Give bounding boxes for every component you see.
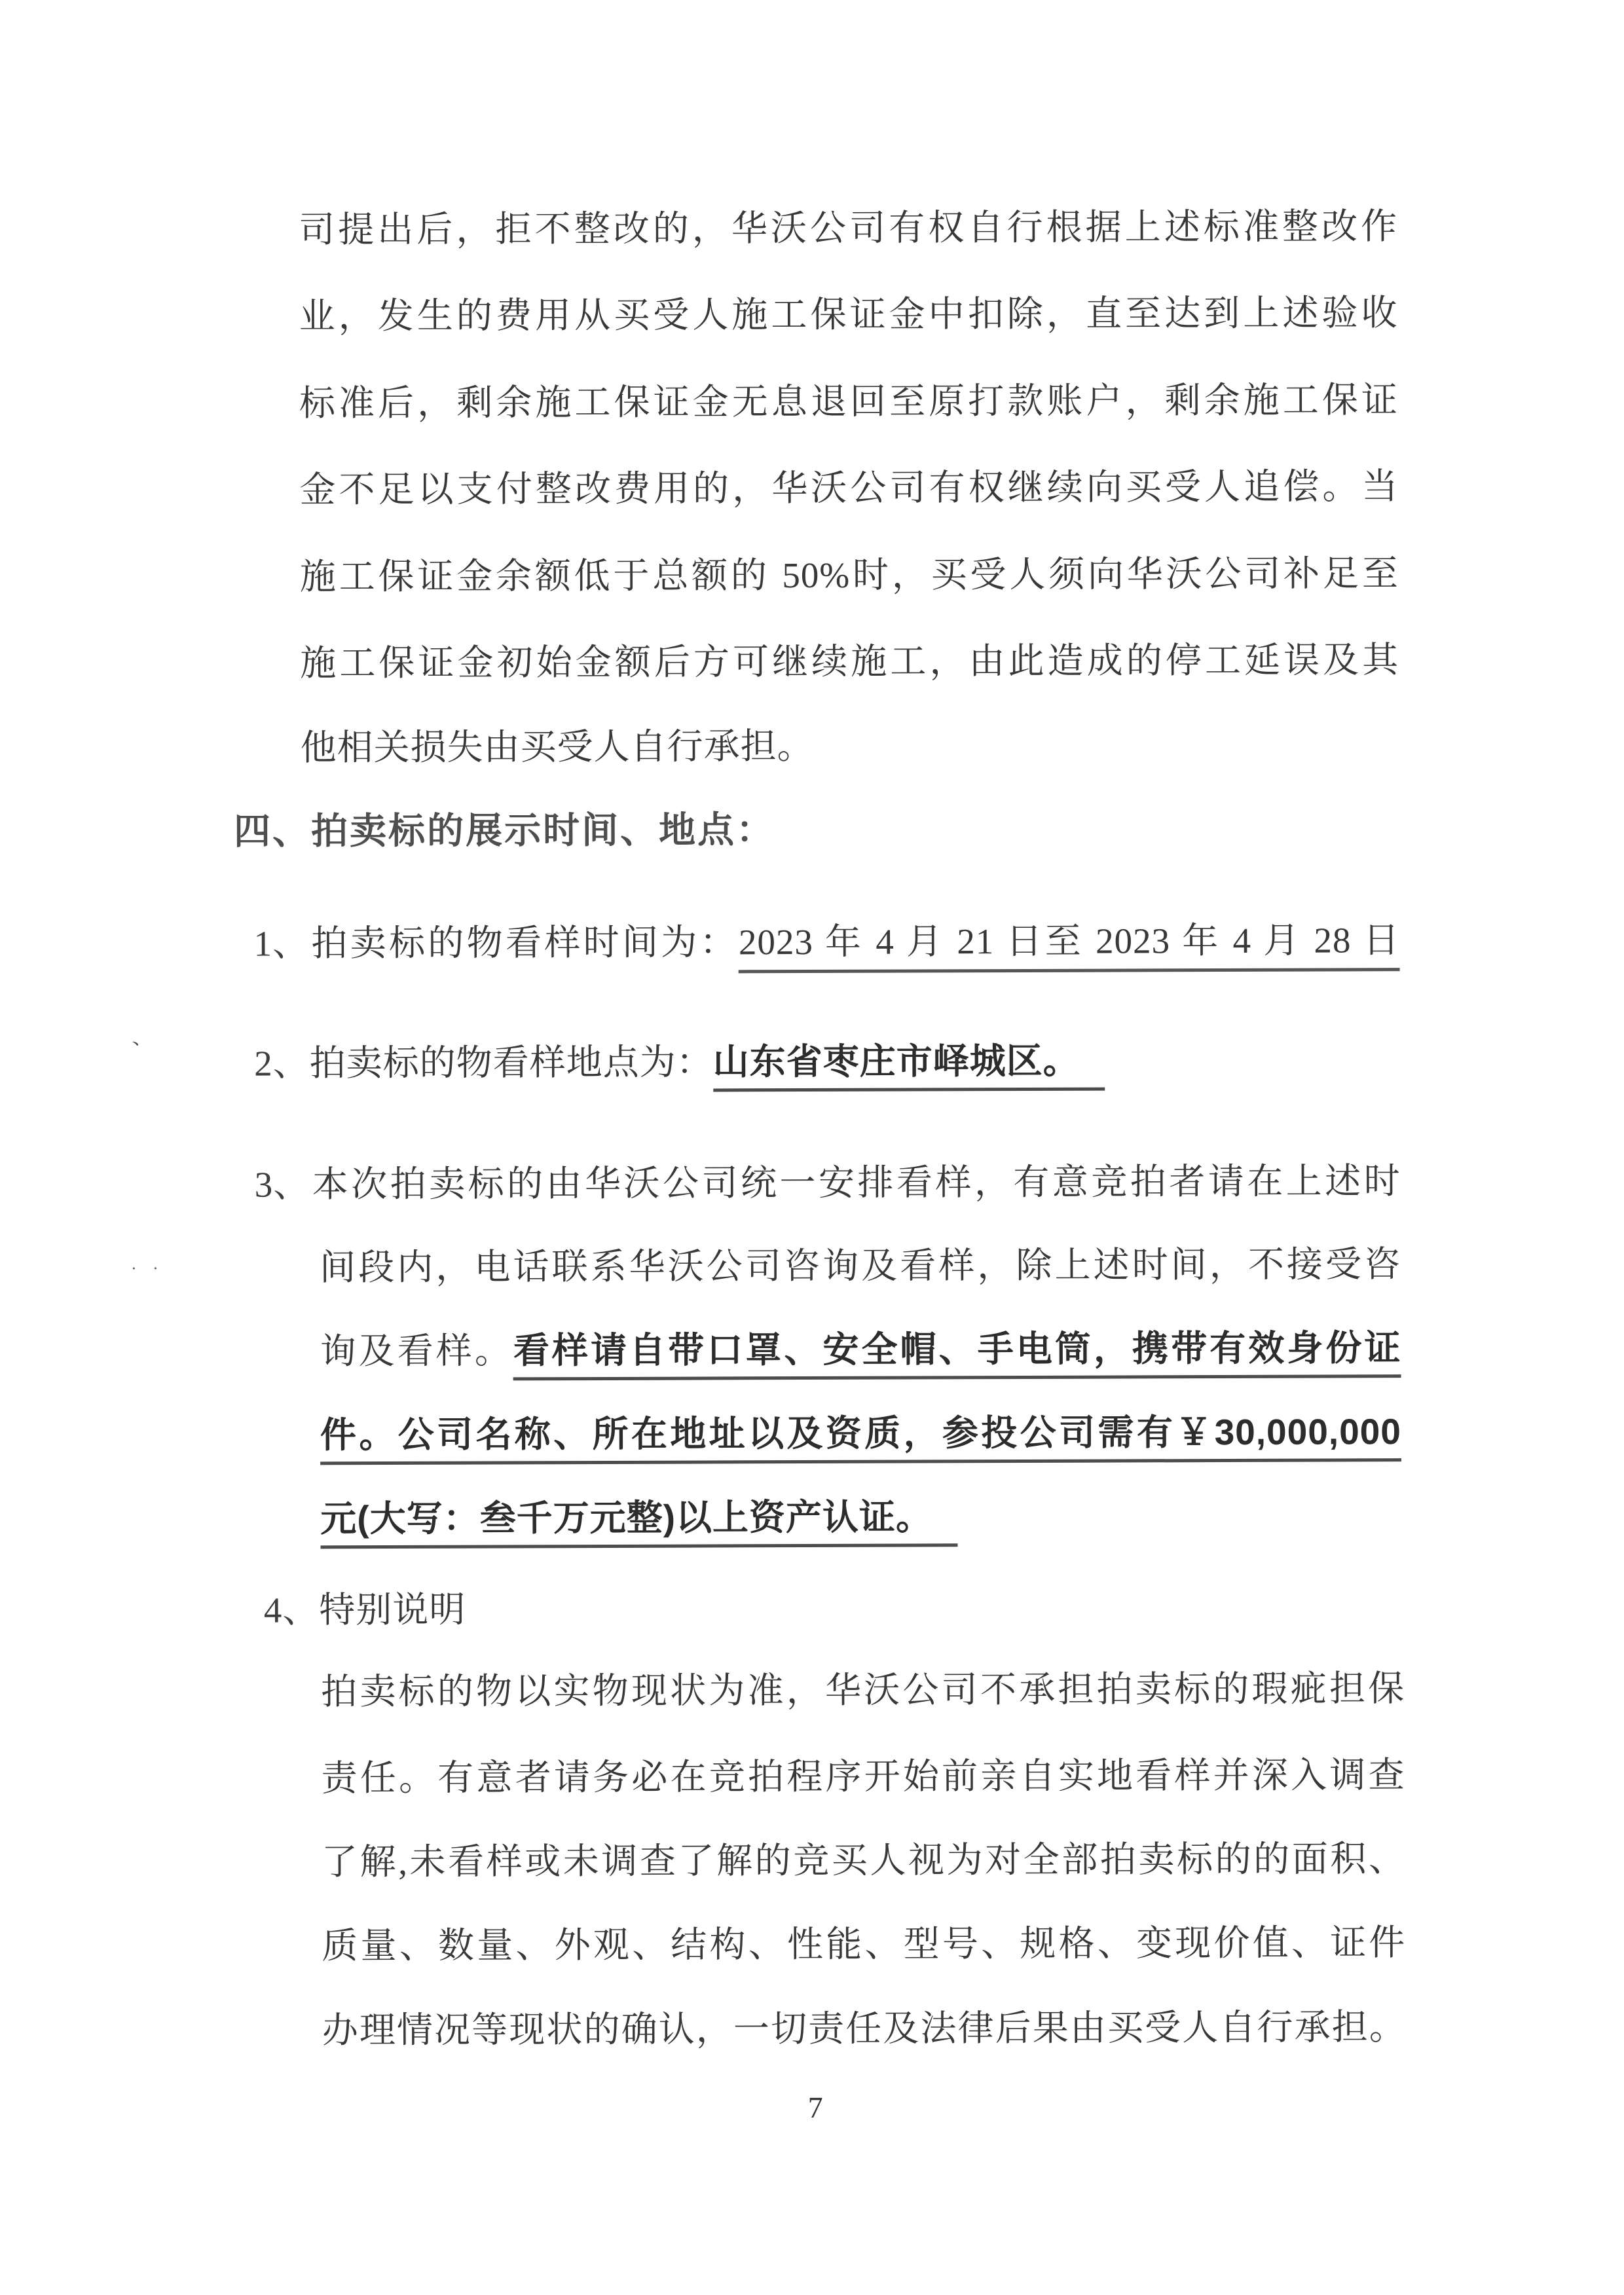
item-3-requirements-bold: 看样请自带口罩、安全帽、手电筒，携带有效身份证 (513, 1327, 1401, 1380)
list-item-3-line-3 (320, 1326, 1401, 1395)
list-item-3-line-5 (320, 1494, 1401, 1562)
continuation-paragraph-line-1: 司提出后，拒不整改的，华沃公司有权自行根据上述标准整改作 (299, 206, 1398, 250)
continuation-paragraph-line-3: 标准后，剩余施工保证金无息退回至原打款账户，剩余施工保证 (299, 380, 1399, 424)
item-2-label: 拍卖标的物看样地点为： (309, 1042, 713, 1084)
item-3-text-3: 询及看样。 (320, 1331, 513, 1372)
list-item-2 (254, 1038, 1426, 1107)
continuation-paragraph-line-2: 业，发生的费用从买受人施工保证金中扣除，直至达到上述验收 (299, 293, 1398, 337)
list-item-3-line-2: 间段内，电话联系华沃公司咨询及看样，除上述时间，不接受咨 (320, 1244, 1401, 1288)
special-note-line-2: 责任。有意者请务必在竞拍程序开始前亲自实地看样并深入调查 (321, 1755, 1405, 1799)
continuation-paragraph-line-7: 他相关损失由买受人自行承担。 (300, 725, 814, 768)
item-3-asset-certification-bold: 元(大写：叁千万元整)以上资产认证。 (320, 1496, 957, 1549)
special-note-line-1: 拍卖标的物以实物现状为准，华沃公司不承担拍卖标的瑕疵担保 (321, 1668, 1405, 1712)
list-item-1 (253, 919, 1399, 987)
continuation-paragraph-line-6: 施工保证金初始金额后方可继续施工，由此造成的停工延误及其 (300, 640, 1399, 684)
item-3-text-1: 本次拍卖标的由华沃公司统一安排看样，有意竞拍者请在上述时 (310, 1161, 1401, 1205)
item-3-asset-requirement-bold: 件。公司名称、所在地址以及资质，参投公司需有￥30,000,000 (320, 1411, 1401, 1465)
item-2-viewing-location: 山东省枣庄市峄城区。 (713, 1040, 1105, 1092)
section-heading: 四、拍卖标的展示时间、地点： (233, 809, 775, 852)
special-note-line-4: 质量、数量、外观、结构、性能、型号、规格、变现价值、证件 (322, 1922, 1406, 1966)
special-note-line-5: 办理情况等现状的确认，一切责任及法律后果由买受人自行承担。 (322, 2007, 1406, 2051)
list-item-3-line-1 (255, 1160, 1401, 1228)
scan-artifact-dots: . . (132, 1254, 164, 1274)
item-4-number: 4、 (263, 1590, 320, 1630)
continuation-paragraph-line-5: 施工保证金余额低于总额的 50%时，买受人须向华沃公司补足至 (299, 553, 1399, 597)
page-number: 7 (807, 2090, 823, 2125)
list-item-4 (264, 1585, 1377, 1654)
item-3-number: 3、 (254, 1164, 310, 1205)
continuation-paragraph-line-4: 金不足以支付整改费用的，华沃公司有权继续向买受人追偿。当 (299, 466, 1399, 510)
item-1-number: 1、 (253, 923, 310, 964)
list-item-3-line-4 (320, 1410, 1401, 1478)
scan-artifact-tick: 、 (128, 1024, 153, 1050)
item-2-number: 2、 (254, 1043, 310, 1084)
item-4-title: 特别说明 (319, 1589, 466, 1630)
item-1-viewing-date: 2023 年 4 月 21 日至 2023 年 4 月 28 日 (739, 920, 1400, 973)
special-note-line-3: 了解,未看样或未调查了解的竞买人视为对全部拍卖标的的面积、 (321, 1839, 1406, 1882)
item-1-label: 拍卖标的物看样时间为： (308, 922, 739, 964)
